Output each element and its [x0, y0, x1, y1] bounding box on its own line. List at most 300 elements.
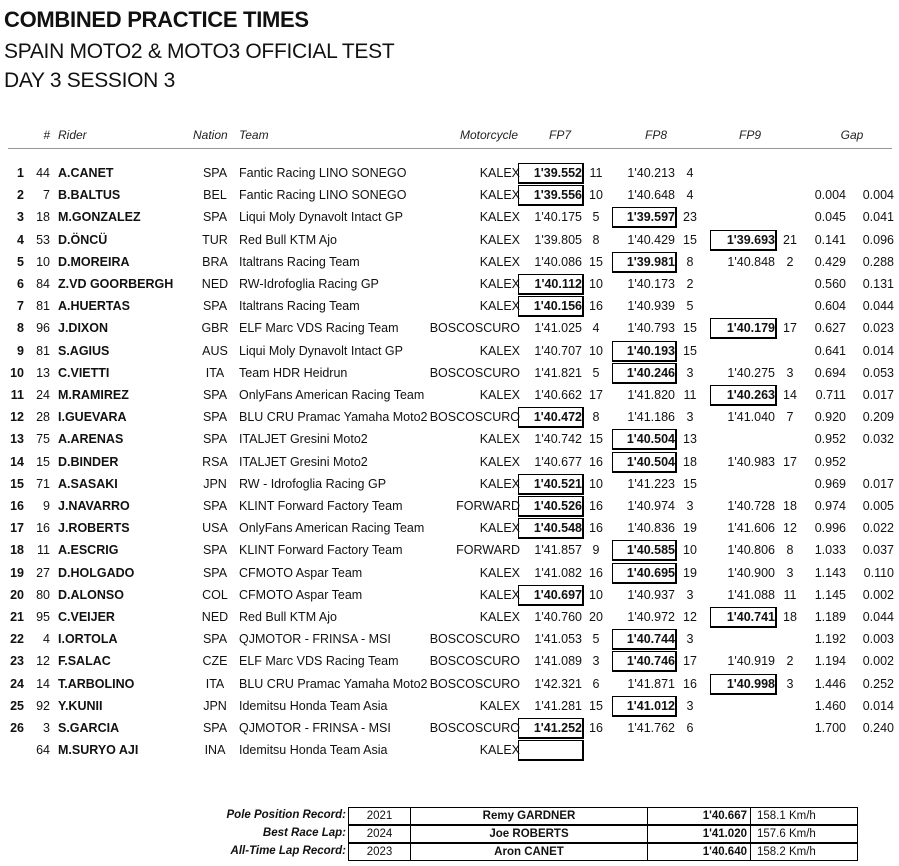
- nation: SPA: [202, 566, 228, 580]
- gap-first: 1.700: [814, 721, 846, 735]
- fp7-lap: 6: [592, 677, 600, 691]
- position: 16: [10, 499, 24, 513]
- record-label: All-Time Lap Record:: [230, 845, 346, 857]
- fp7-lap: 9: [592, 543, 600, 557]
- fp7-lap: 16: [589, 566, 603, 580]
- rider-name: A.ESCRIG: [58, 543, 119, 557]
- team-name: OnlyFans American Racing Team: [239, 521, 425, 535]
- position: 13: [10, 432, 24, 446]
- gap-prev: 0.002: [862, 654, 894, 668]
- record-label: Pole Position Record:: [226, 809, 346, 821]
- nation: BEL: [203, 188, 227, 202]
- gap-prev: 0.032: [862, 432, 894, 446]
- fp9-lap: 18: [783, 499, 797, 513]
- best-time-box: [612, 629, 677, 650]
- best-time-box: [518, 474, 584, 495]
- page-title: COMBINED PRACTICE TIMES: [4, 7, 309, 32]
- nation: AUS: [202, 344, 228, 358]
- fp9-lap: 3: [786, 677, 794, 691]
- fp8-time: 1'40.193: [626, 344, 675, 358]
- fp9-time: 1'40.919: [727, 654, 775, 668]
- fp7-time: 1'41.053: [534, 632, 582, 646]
- fp8-lap: 3: [686, 699, 694, 713]
- nation: ITA: [205, 366, 225, 380]
- fp8-lap: 17: [683, 654, 697, 668]
- fp8-lap: 13: [683, 432, 697, 446]
- fp8-lap: 15: [683, 477, 697, 491]
- fp7-lap: 8: [592, 410, 600, 424]
- position: 14: [10, 455, 24, 469]
- nation: GBR: [201, 321, 229, 335]
- nation: SPA: [202, 166, 228, 180]
- fp8-time: 1'40.504: [626, 455, 675, 469]
- team-name: OnlyFans American Racing Team: [239, 388, 425, 402]
- motorcycle: BOSCOSCURO: [429, 721, 520, 735]
- motorcycle: KALEX: [479, 699, 520, 713]
- rider-number: 96: [36, 321, 50, 335]
- record-rider: Remy GARDNER: [410, 807, 648, 825]
- fp7-lap: 16: [589, 299, 603, 313]
- fp8-time: 1'40.504: [626, 432, 675, 446]
- motorcycle: KALEX: [479, 455, 520, 469]
- fp7-time: 1'40.526: [533, 499, 582, 513]
- motorcycle: KALEX: [479, 210, 520, 224]
- team-name: Team HDR Heidrun: [239, 366, 348, 380]
- fp8-time: 1'40.972: [627, 610, 675, 624]
- rider-number: 53: [36, 233, 50, 247]
- best-time-box: [710, 607, 777, 628]
- fp7-lap: 10: [589, 277, 603, 291]
- fp9-lap: 12: [783, 521, 797, 535]
- fp7-lap: 10: [589, 188, 603, 202]
- fp8-time: 1'40.173: [627, 277, 675, 291]
- fp7-time: 1'39.805: [534, 233, 582, 247]
- team-name: RW-Idrofoglia Racing GP: [239, 277, 379, 291]
- team-name: Fantic Racing LINO SONEGO: [239, 188, 407, 202]
- team-name: Liqui Moly Dynavolt Intact GP: [239, 210, 403, 224]
- rider-number: 9: [43, 499, 50, 513]
- nation: NED: [201, 277, 229, 291]
- rider-number: 12: [36, 654, 50, 668]
- gap-first: 0.969: [814, 477, 846, 491]
- fp9-lap: 2: [786, 654, 794, 668]
- position: 22: [10, 632, 24, 646]
- header-fp9: FP9: [738, 128, 761, 142]
- motorcycle: FORWARD: [456, 543, 520, 557]
- fp8-lap: 15: [683, 321, 697, 335]
- best-time-box: [518, 585, 584, 606]
- fp8-time: 1'39.981: [626, 255, 675, 269]
- fp8-lap: 8: [686, 255, 694, 269]
- position: 7: [17, 299, 24, 313]
- rider-number: 15: [36, 455, 50, 469]
- best-time-box: [710, 318, 777, 339]
- position: 17: [10, 521, 24, 535]
- fp9-time: 1'40.275: [727, 366, 775, 380]
- position: 1: [17, 166, 24, 180]
- position: 11: [10, 388, 24, 402]
- nation: SPA: [202, 299, 228, 313]
- record-rider: Joe ROBERTS: [410, 825, 648, 843]
- fp8-lap: 3: [686, 632, 694, 646]
- best-time-box: [612, 429, 677, 450]
- record-year: 2024: [348, 825, 411, 843]
- fp7-time: 1'39.556: [533, 188, 582, 202]
- best-time-box: [518, 518, 584, 539]
- best-time-box: [710, 230, 777, 251]
- nation: SPA: [202, 543, 228, 557]
- fp9-time: 1'40.741: [726, 610, 775, 624]
- best-time-box: [612, 696, 677, 717]
- fp7-lap: 16: [589, 455, 603, 469]
- rider-name: C.VIETTI: [58, 366, 110, 380]
- gap-prev: 0.004: [862, 188, 894, 202]
- position: 21: [10, 610, 24, 624]
- fp8-time: 1'41.012: [626, 699, 675, 713]
- fp8-time: 1'40.648: [627, 188, 675, 202]
- fp9-time: 1'40.806: [727, 543, 775, 557]
- fp9-time: 1'39.693: [726, 233, 775, 247]
- gap-first: 0.920: [814, 410, 846, 424]
- rider-name: Y.KUNII: [58, 699, 103, 713]
- fp7-time: 1'40.521: [533, 477, 582, 491]
- fp7-lap: 5: [592, 366, 600, 380]
- gap-first: 0.004: [814, 188, 846, 202]
- team-name: KLINT Forward Factory Team: [239, 499, 403, 513]
- best-time-box: [518, 496, 584, 517]
- gap-first: 0.711: [815, 388, 846, 402]
- best-time-box: [518, 163, 584, 184]
- nation: SPA: [202, 210, 228, 224]
- position: 26: [10, 721, 24, 735]
- fp8-time: 1'40.746: [626, 654, 675, 668]
- fp9-time: 1'41.088: [727, 588, 775, 602]
- gap-first: 0.604: [814, 299, 846, 313]
- fp9-lap: 7: [786, 410, 794, 424]
- fp8-lap: 15: [683, 344, 697, 358]
- team-name: Red Bull KTM Ajo: [239, 610, 337, 624]
- record-speed: 158.2 Km/h: [750, 843, 858, 861]
- fp7-time: 1'40.472: [533, 410, 582, 424]
- motorcycle: KALEX: [479, 233, 520, 247]
- fp8-lap: 6: [686, 721, 694, 735]
- rider-number: 10: [36, 255, 50, 269]
- fp8-lap: 23: [683, 210, 697, 224]
- team-name: ELF Marc VDS Racing Team: [239, 654, 399, 668]
- rider-name: F.SALAC: [58, 654, 111, 668]
- fp7-time: 1'40.707: [534, 344, 582, 358]
- fp7-time: 1'41.025: [534, 321, 582, 335]
- fp7-lap: 16: [589, 499, 603, 513]
- rider-number: 64: [36, 743, 50, 757]
- gap-first: 1.145: [814, 588, 846, 602]
- nation: BRA: [202, 255, 228, 269]
- rider-number: 71: [36, 477, 50, 491]
- record-time: 1'40.640: [647, 843, 751, 861]
- team-name: BLU CRU Pramac Yamaha Moto2: [239, 410, 428, 424]
- nation: SPA: [202, 388, 228, 402]
- fp9-lap: 3: [786, 366, 794, 380]
- best-time-box: [518, 296, 584, 317]
- fp7-time: 1'40.697: [533, 588, 582, 602]
- position: 15: [10, 477, 24, 491]
- rider-number: 13: [36, 366, 50, 380]
- fp9-lap: 14: [783, 388, 797, 402]
- fp7-time: 1'41.089: [534, 654, 582, 668]
- rider-number: 44: [36, 166, 50, 180]
- fp7-time: 1'40.175: [534, 210, 582, 224]
- best-time-box: [612, 563, 677, 584]
- fp8-time: 1'40.585: [626, 543, 675, 557]
- gap-first: 1.033: [814, 543, 846, 557]
- fp8-time: 1'40.836: [627, 521, 675, 535]
- motorcycle: BOSCOSCURO: [429, 321, 520, 335]
- fp8-lap: 4: [686, 166, 694, 180]
- rider-name: D.MOREIRA: [58, 255, 130, 269]
- best-time-box: [612, 252, 677, 273]
- team-name: Italtrans Racing Team: [239, 255, 360, 269]
- record-time: 1'40.667: [647, 807, 751, 825]
- gap-first: 0.694: [814, 366, 846, 380]
- header-num: #: [43, 128, 50, 142]
- team-name: ITALJET Gresini Moto2: [239, 455, 368, 469]
- gap-first: 0.560: [814, 277, 846, 291]
- rider-number: 11: [37, 543, 50, 557]
- fp7-time: 1'41.857: [534, 543, 582, 557]
- fp9-lap: 3: [786, 566, 794, 580]
- rider-name: J.DIXON: [58, 321, 109, 335]
- position: 23: [10, 654, 24, 668]
- event-subtitle: SPAIN MOTO2 & MOTO3 OFFICIAL TEST: [4, 40, 395, 63]
- team-name: KLINT Forward Factory Team: [239, 543, 403, 557]
- nation: JPN: [203, 699, 227, 713]
- header-divider: [8, 148, 892, 149]
- fp7-lap: 4: [592, 321, 600, 335]
- rider-number: 81: [36, 344, 50, 358]
- fp8-time: 1'40.939: [627, 299, 675, 313]
- fp9-time: 1'40.900: [727, 566, 775, 580]
- fp7-lap: 10: [589, 588, 603, 602]
- fp7-lap: 10: [589, 344, 603, 358]
- fp8-lap: 3: [686, 588, 694, 602]
- fp8-lap: 19: [683, 521, 697, 535]
- fp8-lap: 3: [686, 366, 694, 380]
- fp7-time: 1'40.677: [534, 455, 582, 469]
- rider-name: A.SASAKI: [58, 477, 118, 491]
- best-time-box: [612, 540, 677, 561]
- rider-name: C.VEIJER: [58, 610, 115, 624]
- fp8-time: 1'41.871: [627, 677, 675, 691]
- gap-prev: 0.044: [862, 610, 894, 624]
- fp8-time: 1'40.937: [627, 588, 675, 602]
- nation: COL: [202, 588, 228, 602]
- fp8-time: 1'40.246: [626, 366, 675, 380]
- position: 6: [17, 277, 24, 291]
- motorcycle: KALEX: [479, 521, 520, 535]
- position: 10: [10, 366, 24, 380]
- fp8-lap: 4: [686, 188, 694, 202]
- fp8-lap: 15: [683, 233, 697, 247]
- fp7-time: 1'41.082: [534, 566, 582, 580]
- fp7-lap: 15: [589, 432, 603, 446]
- fp9-lap: 17: [783, 455, 797, 469]
- motorcycle: KALEX: [479, 344, 520, 358]
- fp8-time: 1'41.223: [627, 477, 675, 491]
- position: 12: [10, 410, 24, 424]
- nation: NED: [201, 610, 229, 624]
- team-name: CFMOTO Aspar Team: [239, 566, 363, 580]
- rider-number: 81: [36, 299, 50, 313]
- record-speed: 158.1 Km/h: [750, 807, 858, 825]
- fp8-time: 1'41.762: [627, 721, 675, 735]
- rider-number: 92: [36, 699, 50, 713]
- fp8-lap: 2: [686, 277, 694, 291]
- fp8-lap: 3: [686, 499, 694, 513]
- fp9-time: 1'40.728: [727, 499, 775, 513]
- fp7-lap: 20: [589, 610, 603, 624]
- fp9-lap: 8: [786, 543, 794, 557]
- fp7-time: 1'41.252: [533, 721, 582, 735]
- nation: USA: [202, 521, 228, 535]
- team-name: CFMOTO Aspar Team: [239, 588, 363, 602]
- fp9-lap: 17: [783, 321, 797, 335]
- motorcycle: KALEX: [479, 166, 520, 180]
- rider-number: 28: [36, 410, 50, 424]
- team-name: BLU CRU Pramac Yamaha Moto2: [239, 677, 428, 691]
- gap-prev: 0.096: [862, 233, 894, 247]
- rider-name: M.SURYO AJI: [58, 743, 139, 757]
- fp7-lap: 3: [592, 654, 600, 668]
- gap-first: 0.045: [814, 210, 846, 224]
- position: 25: [10, 699, 24, 713]
- best-time-box: [518, 407, 584, 428]
- rider-name: I.ORTOLA: [58, 632, 118, 646]
- motorcycle: KALEX: [479, 477, 520, 491]
- position: 3: [17, 210, 24, 224]
- fp7-lap: 10: [589, 477, 603, 491]
- team-name: Idemitsu Honda Team Asia: [239, 699, 388, 713]
- fp9-time: 1'40.263: [726, 388, 775, 402]
- gap-prev: 0.252: [862, 677, 894, 691]
- fp8-time: 1'41.820: [627, 388, 675, 402]
- fp9-time: 1'41.606: [727, 521, 775, 535]
- position: 24: [10, 677, 24, 691]
- nation: INA: [204, 743, 226, 757]
- team-name: Fantic Racing LINO SONEGO: [239, 166, 407, 180]
- best-time-box: [518, 185, 584, 206]
- motorcycle: KALEX: [479, 388, 520, 402]
- fp9-lap: 11: [783, 588, 797, 602]
- position: 5: [17, 255, 24, 269]
- motorcycle: BOSCOSCURO: [429, 410, 520, 424]
- rider-name: B.BALTUS: [58, 188, 121, 202]
- rider-name: M.GONZALEZ: [58, 210, 141, 224]
- header-fp8: FP8: [644, 128, 667, 142]
- rider-number: 27: [36, 566, 50, 580]
- team-name: Liqui Moly Dynavolt Intact GP: [239, 344, 403, 358]
- team-name: ITALJET Gresini Moto2: [239, 432, 368, 446]
- motorcycle: KALEX: [479, 277, 520, 291]
- gap-prev: 0.005: [862, 499, 894, 513]
- best-time-box: [518, 740, 584, 761]
- rider-number: 80: [36, 588, 50, 602]
- gap-first: 0.141: [814, 233, 846, 247]
- fp8-lap: 3: [686, 410, 694, 424]
- motorcycle: BOSCOSCURO: [429, 654, 520, 668]
- header-fp7: FP7: [548, 128, 571, 142]
- position: 20: [10, 588, 24, 602]
- gap-prev: 0.041: [862, 210, 894, 224]
- gap-first: 0.429: [814, 255, 846, 269]
- rider-number: 84: [36, 277, 50, 291]
- fp7-lap: 17: [589, 388, 603, 402]
- rider-name: A.ARENAS: [58, 432, 124, 446]
- header-motorcycle: Motorcycle: [460, 128, 519, 142]
- team-name: Idemitsu Honda Team Asia: [239, 743, 388, 757]
- fp8-time: 1'40.793: [627, 321, 675, 335]
- motorcycle: BOSCOSCURO: [429, 632, 520, 646]
- fp8-time: 1'40.744: [626, 632, 675, 646]
- fp7-time: 1'40.742: [534, 432, 582, 446]
- fp7-time: 1'41.281: [534, 699, 582, 713]
- fp9-lap: 2: [786, 255, 794, 269]
- fp7-time: 1'42.321: [534, 677, 582, 691]
- motorcycle: KALEX: [479, 743, 520, 757]
- gap-prev: 0.044: [862, 299, 894, 313]
- rider-name: A.CANET: [58, 166, 114, 180]
- gap-first: 1.192: [814, 632, 846, 646]
- best-time-box: [710, 674, 777, 695]
- fp9-time: 1'40.998: [726, 677, 775, 691]
- nation: TUR: [202, 233, 228, 247]
- gap-prev: 0.240: [862, 721, 894, 735]
- record-rider: Aron CANET: [410, 843, 648, 861]
- fp7-time: 1'40.112: [534, 277, 582, 291]
- record-speed: 157.6 Km/h: [750, 825, 858, 843]
- fp8-lap: 16: [683, 677, 697, 691]
- motorcycle: KALEX: [479, 588, 520, 602]
- rider-number: 75: [36, 432, 50, 446]
- fp8-lap: 10: [683, 543, 697, 557]
- gap-first: 0.641: [814, 344, 846, 358]
- position: 4: [17, 233, 24, 247]
- motorcycle: KALEX: [479, 432, 520, 446]
- best-time-box: [518, 718, 584, 739]
- gap-prev: 0.022: [862, 521, 894, 535]
- position: 18: [10, 543, 24, 557]
- rider-number: 16: [36, 521, 50, 535]
- fp7-lap: 15: [589, 255, 603, 269]
- gap-prev: 0.014: [862, 699, 894, 713]
- nation: CZE: [202, 654, 228, 668]
- record-label: Best Race Lap:: [262, 827, 346, 839]
- fp7-time: 1'40.662: [534, 388, 582, 402]
- rider-name: Z.VD GOORBERGH: [58, 277, 174, 291]
- fp7-time: 1'41.821: [534, 366, 582, 380]
- motorcycle: BOSCOSCURO: [429, 677, 520, 691]
- gap-first: 0.952: [814, 432, 846, 446]
- fp7-time: 1'40.086: [534, 255, 582, 269]
- nation: RSA: [202, 455, 228, 469]
- team-name: ELF Marc VDS Racing Team: [239, 321, 399, 335]
- team-name: QJMOTOR - FRINSA - MSI: [239, 721, 391, 735]
- gap-prev: 0.017: [862, 388, 894, 402]
- best-time-box: [518, 274, 584, 295]
- rider-name: T.ARBOLINO: [58, 677, 135, 691]
- rider-name: D.BINDER: [58, 455, 119, 469]
- rider-name: D.HOLGADO: [58, 566, 135, 580]
- position: 2: [17, 188, 24, 202]
